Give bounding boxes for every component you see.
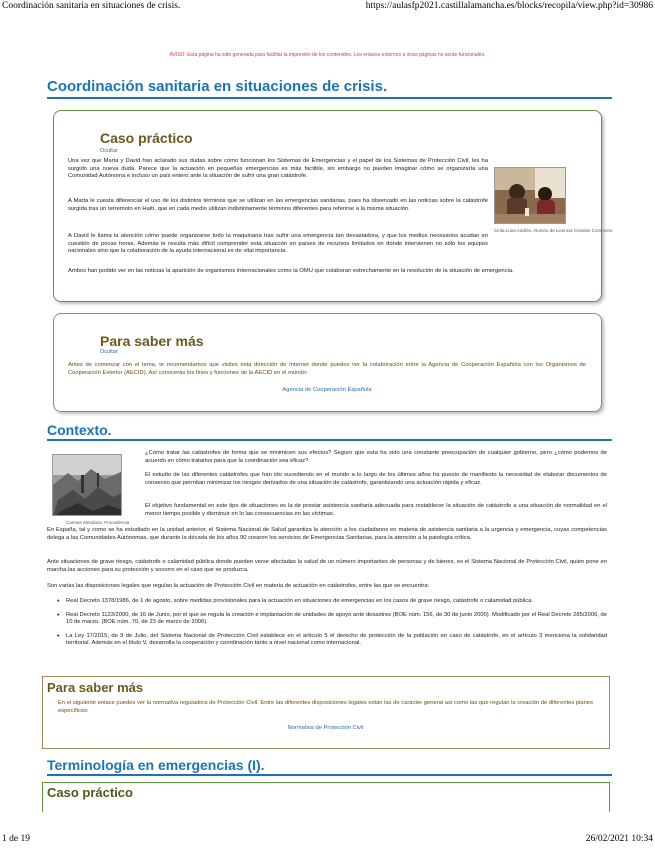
caso-practico-p3: A David le llama la atención cómo puede organizarse todo la maquinaria tras sufrir una emergencia tan devastadora, y que los medios necesarios acudan en cuestión de pocas horas. Además le resulta más difícil comprender esta situación en países de recursos limitados en donde intervienen no sólo los equipos nacionales sino que la colaboración de la ayuda internacional es de vital importancia.: [68, 233, 488, 255]
contexto-p5: Ante situaciones de grave riesgo, catástrofe o calamidad pública donde pueden verse afectadas la salud de un número importantes de personas y de bienes, es el Sistema Nacional de Protección Civil, quien pone en marcha las acciones para su protección y socorro en el caso que se produzca.: [47, 559, 607, 573]
para-saber-mas-2-title: Para saber más: [47, 680, 144, 695]
cafe-photo: [494, 167, 566, 224]
caso-practico-box-2: [42, 782, 610, 812]
legal-provisions-list: [57, 598, 607, 654]
print-datetime: 26/02/2021 10:34: [585, 834, 653, 844]
print-header-title: Coordinación sanitaria en situaciones de crisis.: [2, 1, 181, 11]
print-header: [0, 0, 655, 14]
normativa-link[interactable]: Normativa de Protección Civil: [287, 725, 364, 731]
cafe-photo-caption: Cinta Luna Andrés. Alumno de Licencia Creative Commons: [494, 228, 613, 233]
list-item: • Real Decreto 1123/2000, de 16 de Junio, por el que se regula la creación e implantación de unidades de apoyo ante desastres (BOE núm. 156, de 30 de junio 2000). Modificado por el Real Decreto 285/2006, de 10 de marzo. (BOE núm. 70, de 23 de marzo de 2006).: [57, 612, 607, 627]
para-saber-mas-hide-link[interactable]: Ocultar: [100, 349, 118, 355]
caso-practico-p2: A Marta le cuesta diferenciar el uso de los distintos términos que se utilizan en las emergencias sanitarias, pues ha observado en las noticias sobre la catástrofe surgida tras un terremoto en Haití, que en cada medio utilizan indistintamente términos diferentes para referirse a la misma situación.: [68, 198, 488, 212]
caso-practico-title: Caso práctico: [100, 130, 193, 146]
contexto-p2: El estudio de las diferentes catástrofes que han ido sucediendo en el mundo a lo largo de los últimos años ha puesto de manifiesto la necesidad de elaborar documentos de consenso que permitan minimizar los riesgos derivados de una situación de catástrofe, garantizando una actuación rápida y eficaz.: [145, 472, 607, 486]
contexto-p1: ¿Cómo tratar las catástrofes de forma que se minimicen sus efectos? Seguro que esta ha sido una constante preocupación de cualquier gobierno, pero ¿cómo podemos de acuerdo en cómo tratarlos para que la coordinación sea eficaz?: [145, 450, 607, 464]
caso-practico-hide-link[interactable]: Ocultar: [100, 148, 118, 154]
print-footer: [0, 834, 655, 848]
caso-practico-2-title: Caso práctico: [47, 785, 133, 800]
print-notice: AVISO: Esta página ha sido generada para facilitar la impresión de los contenidos. Los enlaces externos a otras páginas no serán funcionales.: [169, 52, 486, 58]
terminologia-heading: Terminología en emergencias (I).: [47, 757, 612, 776]
para-saber-mas-title: Para saber más: [100, 333, 204, 349]
caso-practico-p1: Una vez que Marta y David han aclarado sus dudas sobre cómo funcionan los Sistemas de Emergencias y el papel de los Sistemas de Protección Civil, les ha surgido una nueva duda. Parece que la actuación en pequeñas emergencias es más factible, sin embargo no pueden imaginar cómo se organizaría una Comunidad Autónoma e incluso un país entero ante la situación de sufrir una gran catástrofe.: [68, 158, 488, 180]
disaster-photo-image: [53, 455, 122, 516]
aecid-link[interactable]: Agencia de Cooperación Española: [282, 387, 372, 393]
caso-practico-p4: Ambos han podido ver en las noticias la aparición de organismos internacionales como la OMU que colaboran estrechamente en la resolución de la situación de emergencia.: [68, 268, 514, 274]
list-item: • La Ley 17/2015, de 9 de Julio, del Sistema Nacional de Protección Civil establece en el artículo 5 el derecho de protección de la población en caso de catástrofe, en el artículo 3 menciona la solidaridad territorial. Además en el título V, desarrolla la cooperación y coordinación tanto a nivel nacional como internacional.: [57, 633, 607, 648]
para-saber-mas-text: Antes de comenzar con el tema, te recomendamos que visites esta dirección de Internet donde puedes ver la colaboración entre la Agencia de Cooperación Española con los Organismos de Cooperación Exterior (AECID). Así conocerás los fines y funciones de la AECID en el mundo:: [68, 362, 586, 376]
print-header-url: https://aulasfp2021.castillalamancha.es/blocks/recopila/view.php?id=30986: [365, 1, 653, 11]
contexto-p4: En España, tal y como se ha estudiado en la unidad anterior, el Sistema Nacional de Salud garantiza la atención a los ciudadanos en materia de asistencia sanitaria a la urgencia y emergencia, cuyas competencias delega a las Comunidades Autónomas, que durante la década de los años 90 crearon los servicios de Emergencias Sanitarias, para la atención a la patología crítica.: [47, 527, 607, 541]
cafe-photo-image: [495, 168, 566, 224]
contexto-p6: Son varias las disposiciones legales que regulan la actuación de Protección Civil en materia de actuación en catástrofes, entre las que se encuentra:: [47, 583, 430, 589]
contexto-heading: Contexto.: [47, 422, 612, 441]
disaster-photo: [52, 454, 122, 516]
page-title: Coordinación sanitaria en situaciones de crisis.: [47, 78, 612, 99]
list-item: • Real Decreto 1378/1986, de 1 de agosto, sobre medidas provisionales para la actuación en situaciones de emergencias en los casos de grave riesgo, catástrofe o calamidad pública.: [57, 598, 607, 606]
disaster-photo-caption: Carmen Mendoza. Procedencia: [66, 520, 130, 525]
contexto-p3: El objetivo fundamental en este tipo de situaciones es la de prestar asistencia sanitaria adecuada para restablecer la situación de catástrofe a una situación de normalidad en el menor tiempo posible y disminuir en lo las consecuencias en las víctimas.: [145, 503, 607, 517]
para-saber-mas-2-text: En el siguiente enlace puedes ver la normativa reguladora de Protección Civil. Entre las diferentes disposiciones legales están las de carácter general así como las que regulan la creación de diferentes planes específicos:: [58, 700, 593, 714]
page-number: 1 de 19: [2, 834, 30, 844]
